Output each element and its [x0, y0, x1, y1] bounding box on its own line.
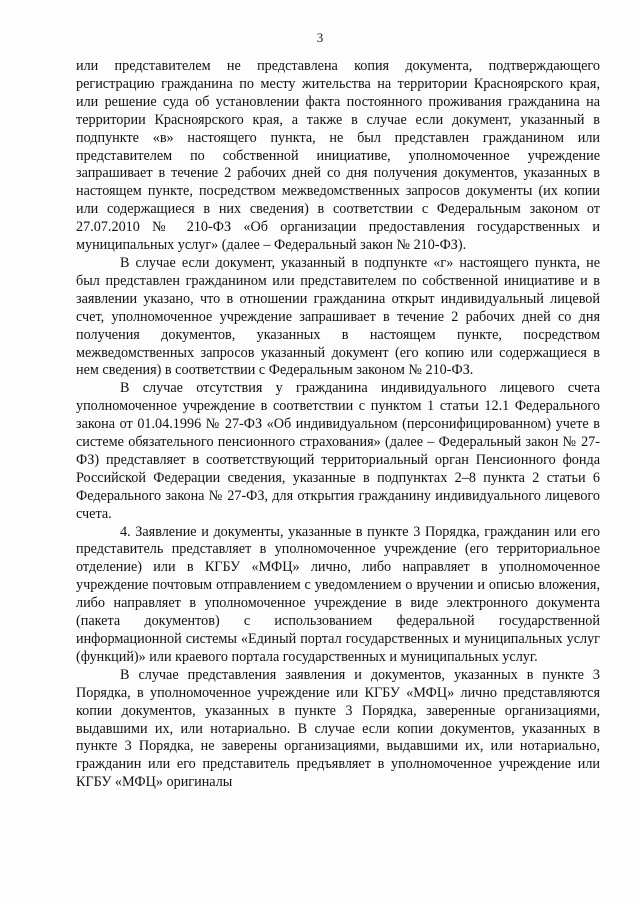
paragraph: В случае если документ, указанный в подпункте «г» настоящего пункта, не был представлен гражданином или представителем по собственной инициативе и в заявлении указано, что в отношении гражданина открыт индивидуальный лицевой счет, уполномоченное учреждение запрашивает в течение 2 рабочих дней со дня получения документов, указанных в настоящем пункте, посредством межведомственных запросов указанный документ (его копию или содержащиеся в нем сведения) в соответствии с Федеральным законом № 210-ФЗ. [76, 254, 600, 379]
document-body [76, 58, 600, 792]
paragraph: В случае отсутствия у гражданина индивидуального лицевого счета уполномоченное учреждение в соответствии с пунктом 1 статьи 12.1 Федерального закона от 01.04.1996 № 27-ФЗ «Об индивидуальном (персонифицированном) учете в системе обязательного пенсионного страхования» (далее – Федеральный закон № 27-ФЗ) представляет в соответствующий территориальный орган Пенсионного фонда Российской Федерации сведения, указанные в подпунктах 2–8 пункта 2 статьи 6 Федерального закона № 27-ФЗ, для открытия гражданину индивидуального лицевого счета. [76, 380, 600, 522]
paragraph: В случае представления заявления и документов, указанных в пункте 3 Порядка, в уполномоченное учреждение или КГБУ «МФЦ» лично представляются копии документов, указанных в пункте 3 Порядка, заверенные организациями, выдавшими их, или нотариально. В случае если копии документов, указанных в пункте 3 Порядка, не заверены организациями, выдавшими их, или нотариально, гражданин или его представитель предъявляет в уполномоченное учреждение или КГБУ «МФЦ» оригиналы [76, 666, 600, 791]
paragraph-continuation: или представителем не представлена копия документа, подтверждающего регистрацию гражданина по месту жительства на территории Красноярского края, или решение суда об установлении факта постоянного проживания гражданина на территории Красноярского края, а также в случае если документ, указанный в подпункте «в» настоящего пункта, не был представлен гражданином или представителем по собственной инициативе, уполномоченное учреждение запрашивает в течение 2 рабочих дней со дня получения документов, указанных в настоящем пункте, посредством межведомственных запросов документы (их копии или содержащиеся в них сведения) в соответствии с Федеральным законом от 27.07.2010 № 210-ФЗ «Об организации предоставления государственных и муниципальных услуг» (далее – Федеральный закон № 210-ФЗ). [76, 58, 600, 254]
page-number: 3 [316, 30, 324, 45]
paragraph-clause-4: 4. Заявление и документы, указанные в пункте 3 Порядка, гражданин или его представитель представляет в уполномоченное учреждение (его территориальное отделение) или в КГБУ «МФЦ» лично, либо направляет в уполномоченное учреждение почтовым отправлением с уведомлением о вручении и описью вложения, либо направляет в уполномоченное учреждение в виде электронного документа (пакета документов) с использованием федеральной государственной информационной системы «Единый портал государственных и муниципальных услуг (функций)» или краевого портала государственных и муниципальных услуг. [76, 523, 600, 665]
